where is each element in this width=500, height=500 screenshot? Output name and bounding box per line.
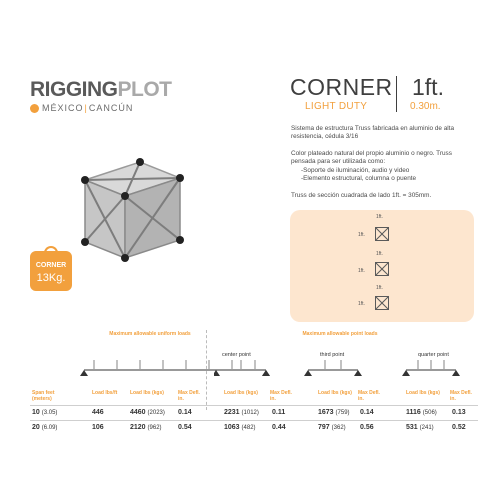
- third-point-label: third point: [320, 352, 345, 358]
- uniform-kgs: (2023): [147, 410, 165, 416]
- product-subtitle: LIGHT DUTY: [305, 101, 368, 112]
- quarter-lbs: 531: [406, 424, 418, 431]
- third-kgs: (759): [335, 410, 350, 416]
- center-load-cell: [224, 409, 259, 416]
- description-bullet-2: -Elemento estructural, columna o puente: [301, 175, 417, 182]
- cross-section-3: [375, 296, 389, 310]
- quarter-point-label: quarter point: [418, 352, 449, 358]
- third-lbs: 1673: [318, 409, 334, 416]
- center-defl: 0.44: [272, 424, 286, 431]
- uniform-defl: 0.54: [178, 424, 192, 431]
- point-load-beams: [214, 340, 494, 380]
- span-feet: 10: [32, 409, 40, 416]
- uniform-lbs-ft: 446: [92, 409, 104, 416]
- col-third-defl: Max Defl. in.: [358, 390, 380, 402]
- dim-label-side-1: 1ft.: [358, 232, 365, 238]
- logo-location-a: MÉXICO: [42, 103, 84, 113]
- size-meters: 0.30m.: [410, 101, 441, 112]
- center-lbs: 2231: [224, 409, 240, 416]
- table-row: [32, 424, 57, 431]
- quarter-defl: 0.13: [452, 409, 466, 416]
- third-defl: 0.56: [360, 424, 374, 431]
- dim-label-top-3: 1ft.: [376, 285, 383, 291]
- description-p3: Truss de sección cuadrada de lado 1ft. = 305mm.: [291, 192, 432, 199]
- span-meters: (6.09): [41, 425, 58, 431]
- logo-location: [30, 103, 133, 113]
- product-title: CORNER: [290, 74, 393, 100]
- truss-corner-image: [70, 150, 190, 270]
- third-lbs: 797: [318, 424, 330, 431]
- uniform-load-cell: [130, 409, 165, 416]
- center-lbs: 1063: [224, 424, 240, 431]
- col-quarter-defl: Max Defl. in.: [450, 390, 472, 402]
- logo-plot: PLOT: [117, 78, 172, 101]
- cross-section-2: [375, 262, 389, 276]
- center-kgs: (482): [241, 425, 256, 431]
- uniform-lbs: 2120: [130, 424, 146, 431]
- col-center-defl: Max Defl. in.: [270, 390, 292, 402]
- title-divider: [396, 76, 397, 112]
- quarter-load-cell: [406, 424, 434, 431]
- uniform-kgs: (962): [147, 425, 162, 431]
- dim-label-top-2: 1ft.: [376, 251, 383, 257]
- logo-rigging: RIGGING: [30, 78, 118, 101]
- table-row: [32, 409, 57, 416]
- dim-label-side-3: 1ft.: [358, 301, 365, 307]
- uniform-lbs-ft: 106: [92, 424, 104, 431]
- dim-label-top-1: 1ft.: [376, 214, 383, 220]
- third-load-cell: [318, 409, 350, 416]
- center-load-cell: [224, 424, 256, 431]
- col-uniform-defl: Max Defl. in.: [178, 390, 200, 402]
- quarter-load-cell: [406, 409, 437, 416]
- span-meters: (3.05): [41, 410, 58, 416]
- quarter-defl: 0.52: [452, 424, 466, 431]
- col-span: Span feet (meters): [32, 390, 55, 402]
- third-load-cell: [318, 424, 346, 431]
- quarter-lbs: 1116: [406, 409, 421, 416]
- uniform-defl: 0.14: [178, 409, 192, 416]
- col-quarter-load: Load lbs (kgs): [406, 390, 440, 396]
- col-center-load: Load lbs (kgs): [224, 390, 258, 396]
- brand-logo: [30, 79, 172, 100]
- logo-location-b: CANCÚN: [88, 103, 134, 113]
- col-uniform-load: Load lbs (kgs): [130, 390, 164, 396]
- point-loads-header: Maximum allowable point loads: [302, 331, 378, 337]
- table-header-rule: [30, 405, 478, 406]
- size-feet: 1ft.: [412, 74, 444, 100]
- third-defl: 0.14: [360, 409, 374, 416]
- cross-section-1: [375, 227, 389, 241]
- center-point-label: center point: [222, 352, 251, 358]
- quarter-kgs: (241): [419, 425, 434, 431]
- weight-badge-label: CORNER: [35, 262, 67, 269]
- description-p2: Color plateado natural del propio aluminio o negro. Truss pensada para ser utilizada como:: [291, 150, 452, 166]
- uniform-load-cell: [130, 424, 162, 431]
- uniform-loads-header: Maximum allowable uniform loads: [109, 331, 191, 337]
- uniform-lbs: 4460: [130, 409, 146, 416]
- weight-badge-value: 13Kg.: [36, 272, 66, 284]
- center-kgs: (1012): [241, 410, 259, 416]
- weight-badge: [30, 251, 72, 291]
- table-row-rule: [30, 420, 478, 421]
- quarter-kgs: (506): [422, 410, 437, 416]
- location-pin-icon: [30, 104, 39, 113]
- description-bullet-1: -Soporte de iluminación, audio y video: [301, 167, 410, 174]
- center-defl: 0.11: [272, 409, 286, 416]
- third-kgs: (362): [331, 425, 346, 431]
- dim-label-side-2: 1ft.: [358, 268, 365, 274]
- logo-separator: |: [84, 103, 88, 113]
- description-p1: Sistema de estructura Truss fabricada en aluminio de alta resistencia, cédula 3/16: [291, 125, 455, 141]
- col-third-load: Load lbs (kgs): [318, 390, 352, 396]
- span-feet: 20: [32, 424, 40, 431]
- col-uniform-load-ft: Load lbs/ft: [92, 390, 118, 396]
